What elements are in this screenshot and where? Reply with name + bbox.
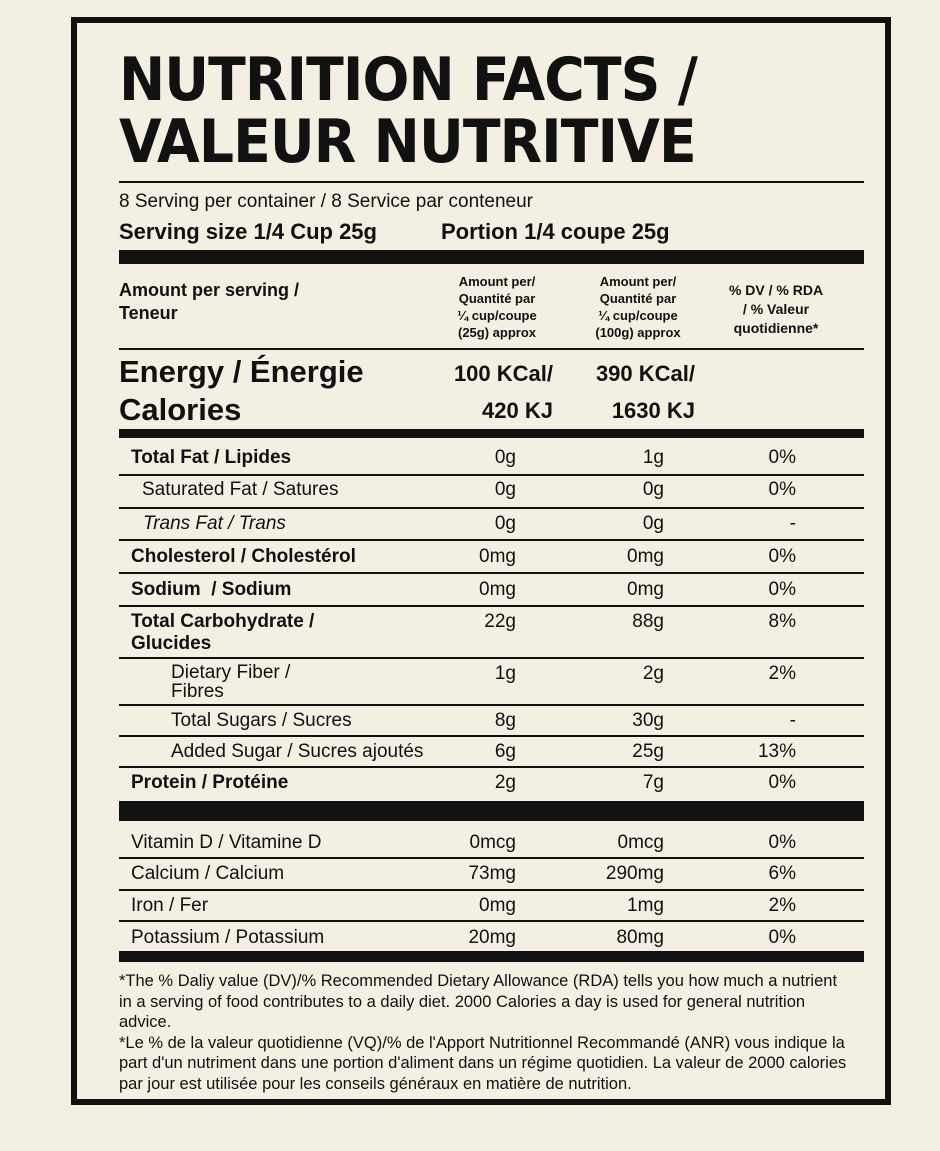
nutrition-facts-panel: NUTRITION FACTS / VALEUR NUTRITIVE 8 Serving per container / 8 Service par conteneur Serving size 1/4 Cup 25g Portion 1/4 coupe 25g Amount per serving / Teneur Amount per/ Quantité par ¼ cup/coupe (25g) approx Amount per/ Quantité par ¼ cup/coupe (100g) approx % DV / % RDA / % Valeur quotidienne* Energy / Énergie Calories 100 KCal/ 420 KJ 390 KCal/ 1630 KJ Total Fat / Lipides 0g 1g 0% Saturated Fat / Satures 0g 0g 0% Trans Fat / Trans 0g 0g - Cholesterol / Cholestérol 0mg 0mg 0% Sodium / Sodium 0mg 0mg 0% Total Carbohydrate / Glucides 22g 88g 8% Dietary Fiber / Fibres 1g 2g 2% Total Sugars / Sucres 8g 30g - Added Sugar / Sucres ajoutés 6g 25g 13% Protein / Protéine 2g 7g 0% Vitamin D / Vitamine D 0mcg 0mcg 0% Calcium / Calcium 73mg 290mg 6% Iron / Fer 0mg 1mg 2% Potassium / Potassium 20mg 80mg 0% *The % Daliy value (DV)/% Recommended Dietary Allowance (RDA) tells you how much a nutrient in a serving of food contributes to a daily diet. 2000 Calories a day is used for general nutrition advice. *Le % de la valeur quotidienne (VQ)/% de l'Apport Nutritionnel Recommandé (ANR) vous indique la part d'un nutriment dans une portion d'aliment dans un régime quotidien. La valeur de 2000 calories par jour est utilisée pour les conseils généraux en matière de nutrition. <box>71 17 891 1105</box>
energy-col1: 100 KCal/ 420 KJ <box>453 361 553 423</box>
divider <box>119 539 864 541</box>
divider <box>119 181 864 183</box>
col1-header: Amount per/ Quantité par ¼ cup/coupe (25g) approx <box>457 274 537 340</box>
thick-divider <box>119 429 864 438</box>
amount-per-serving-label: Amount per serving / Teneur <box>119 280 300 323</box>
divider <box>119 507 864 509</box>
serving-size-en: Serving size 1/4 Cup 25g <box>119 219 377 244</box>
thick-divider <box>119 801 864 821</box>
servings-per-container: 8 Serving per container / 8 Service par conteneur <box>119 191 534 212</box>
divider <box>119 857 864 859</box>
divider <box>119 474 864 476</box>
footnote <box>119 971 849 1094</box>
energy-label: Energy / Énergie Calories <box>119 354 364 427</box>
serving-size-fr: Portion 1/4 coupe 25g <box>441 219 670 244</box>
divider <box>119 920 864 922</box>
label-title <box>119 45 698 177</box>
energy-col2: 390 KCal/ 1630 KJ <box>595 361 695 423</box>
divider <box>119 605 864 607</box>
footnote-en: *The % Daliy value (DV)/% Recommended Dietary Allowance (RDA) tells you how much a nutrient in a serving of food contributes to a daily diet. 2000 Calories a day is used for general nutrition advice. <box>119 972 838 1031</box>
divider <box>119 735 864 737</box>
divider <box>119 572 864 574</box>
footnote-fr: *Le % de la valeur quotidienne (VQ)/% de l'Apport Nutritionnel Recommandé (ANR) vous indique la part d'un nutriment dans une portion d'aliment dans un régime quotidien. La valeur de 2000 calories par jour est utilisée pour les conseils généraux en matière de nutrition. <box>119 1033 847 1093</box>
thick-divider <box>119 951 864 962</box>
divider <box>119 348 864 350</box>
divider <box>119 766 864 768</box>
divider <box>119 889 864 891</box>
divider <box>119 657 864 659</box>
col2-header: Amount per/ Quantité par ¼ cup/coupe (100g) approx <box>595 274 681 340</box>
title-line-2: VALEUR NUTRITIVE <box>119 107 696 177</box>
title-line-1: NUTRITION FACTS / <box>119 45 698 115</box>
col3-header: % DV / % RDA / % Valeur quotidienne* <box>728 282 824 336</box>
divider <box>119 704 864 706</box>
thick-divider <box>119 250 864 264</box>
